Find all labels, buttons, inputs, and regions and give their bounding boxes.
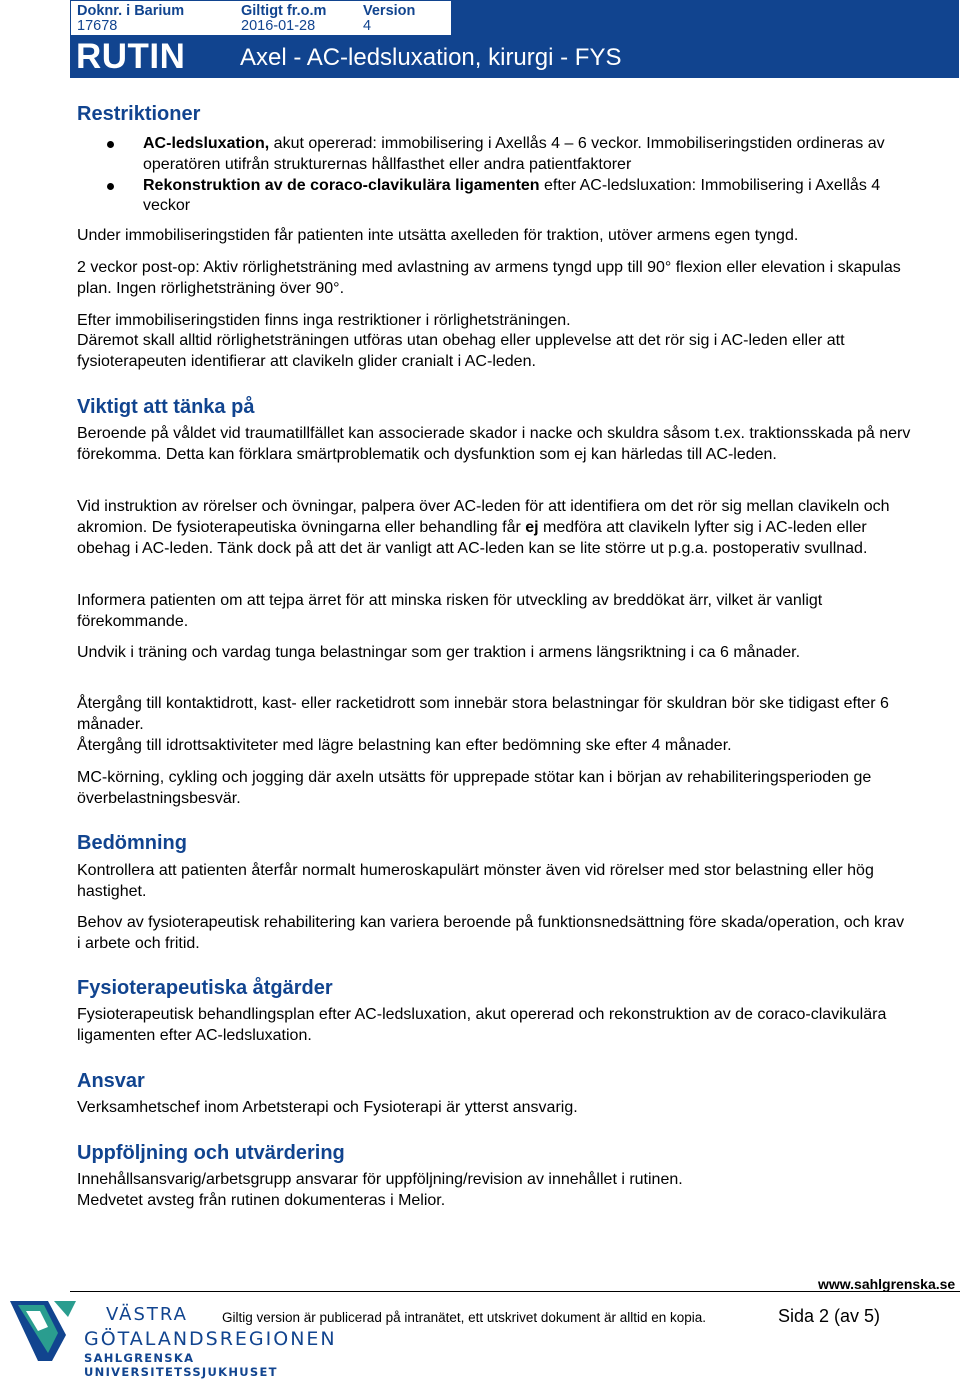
document-header [70, 0, 959, 78]
heading-atgarder: Fysioterapeutiska åtgärder [77, 977, 333, 999]
paragraph: Däremot skall alltid rörlighetsträningen utföras utan obehag eller upplevelse att det rör sig i AC-leden eller att fysioterapeuten identifierar att clavikeln glider cranialt i AC-leden. [77, 332, 845, 370]
paragraph: 2 veckor post-op: Aktiv rörlighetsträning med avlastning av armens tyngd upp till 90° flexion eller elevation i skapulas plan. Ingen rörlighetsträning över 90°. [77, 259, 901, 297]
region-emblem-icon [8, 1295, 78, 1365]
doc-no-label: Doknr. i Barium [77, 3, 185, 19]
restriction-list [77, 134, 912, 217]
region-logo [8, 1295, 368, 1379]
paragraph: Undvik i träning och vardag tunga belastningar som ger traktion i armens längsriktning i ca 6 månader. [77, 644, 801, 661]
paragraph: Innehållsansvarig/arbetsgrupp ansvarar för uppföljning/revision av innehållet i rutinen. [77, 1171, 683, 1188]
document-meta [70, 0, 452, 36]
paragraph: Kontrollera att patienten återfår normalt humeroskapulärt mönster även vid rörelser med stor belastning eller hög hastighet. [77, 862, 874, 900]
paragraph: Beroende på våldet vid traumatillfället kan associerade skador i nacke och skuldra såsom t.ex. traktionsskada på nerv förekomma. Detta kan förklara smärtproblematik och dysfunktion som ej kan härledas till AC-leden. [77, 425, 911, 463]
version-number: 4 [363, 18, 372, 34]
paragraph: Medvetet avsteg från rutinen dokumenteras i Melior. [77, 1192, 446, 1209]
footer-divider [70, 1291, 960, 1292]
logo-line-3: SAHLGRENSKA UNIVERSITETSSJUKHUSET [84, 1351, 278, 1379]
logo-line-2: GÖTALANDSREGIONEN [84, 1328, 337, 1350]
valid-from-date: 2016-01-28 [241, 18, 316, 34]
valid-from-label: Giltigt fr.o.m [241, 3, 327, 19]
bullet-icon [107, 183, 114, 190]
paragraph: Återgång till idrottsaktiviteter med lägre belastning kan efter bedömning ske efter 4 månader. [77, 737, 732, 754]
heading-restriktioner: Restriktioner [77, 103, 201, 125]
footer-url: www.sahlgrenska.se [818, 1276, 956, 1292]
paragraph: Vid instruktion av rörelser och övningar, palpera över AC-leden för att identifiera om det rör sig mellan clavikeln och akromion. De fysioterapeutiska övningarna eller behandling får ej medföra att clavikeln lyfter sig i AC-leden eller obehag i AC-leden. Tänk dock på att det är vanligt att AC-leden kan se lite större ut p.g.a. postoperativ svullnad. [77, 498, 890, 557]
version-label: Version [363, 3, 416, 19]
paragraph: Verksamhetschef inom Arbetsterapi och Fysioterapi är ytterst ansvarig. [77, 1099, 578, 1116]
paragraph: Behov av fysioterapeutisk rehabilitering kan variera beroende på funktionsnedsättning före skada/operation, och krav i arbete och fritid. [77, 914, 905, 952]
bullet-icon [107, 141, 114, 148]
paragraph: Återgång till kontaktidrott, kast- eller racketidrott som innebär stora belastningar för skuldran bör ske tidigast efter 6 månader. [77, 695, 889, 733]
document-type: RUTIN [76, 37, 186, 76]
paragraph: Under immobiliseringstiden får patienten inte utsätta axelleden för traktion, utöver armens egen tyngd. [77, 227, 799, 244]
page-number: Sida 2 (av 5) [778, 1306, 881, 1326]
footer-note: Giltig version är publicerad på intranätet, ett utskrivet dokument är alltid en kopia. [222, 1310, 707, 1325]
heading-ansvar: Ansvar [77, 1070, 145, 1092]
paragraph: MC-körning, cykling och jogging där axeln utsätts för upprepade stötar kan i början av rehabiliteringsperioden ge överbelastningsbesvär. [77, 769, 872, 807]
document-title: Axel - AC-ledsluxation, kirurgi - FYS [240, 44, 622, 71]
heading-bedomning: Bedömning [77, 832, 187, 854]
restriction-item: AC-ledsluxation, akut opererad: immobilisering i Axellås 4 – 6 veckor. Immobiliseringstiden ordineras av operatören utifrån strukturernas hållfasthet eller andra patientfaktorer [77, 134, 912, 176]
paragraph: Informera patienten om att tejpa ärret för att minska risken för utveckling av breddökat ärr, vilket är vanligt förekommande. [77, 592, 823, 630]
logo-line-1: VÄSTRA [106, 1304, 188, 1325]
doc-no: 17678 [77, 18, 118, 34]
paragraph: Efter immobiliseringstiden finns inga restriktioner i rörlighetsträningen. [77, 312, 571, 329]
paragraph: Fysioterapeutisk behandlingsplan efter AC-ledsluxation, akut opererad och rekonstruktion av de coraco-clavikulära ligamenten efter AC-ledsluxation. [77, 1006, 887, 1044]
restriction-item: Rekonstruktion av de coraco-clavikulära ligamenten efter AC-ledsluxation: Immobilisering i Axellås 4 veckor [77, 176, 912, 218]
heading-uppfoljning: Uppföljning och utvärdering [77, 1142, 345, 1164]
heading-viktigt: Viktigt att tänka på [77, 396, 255, 418]
